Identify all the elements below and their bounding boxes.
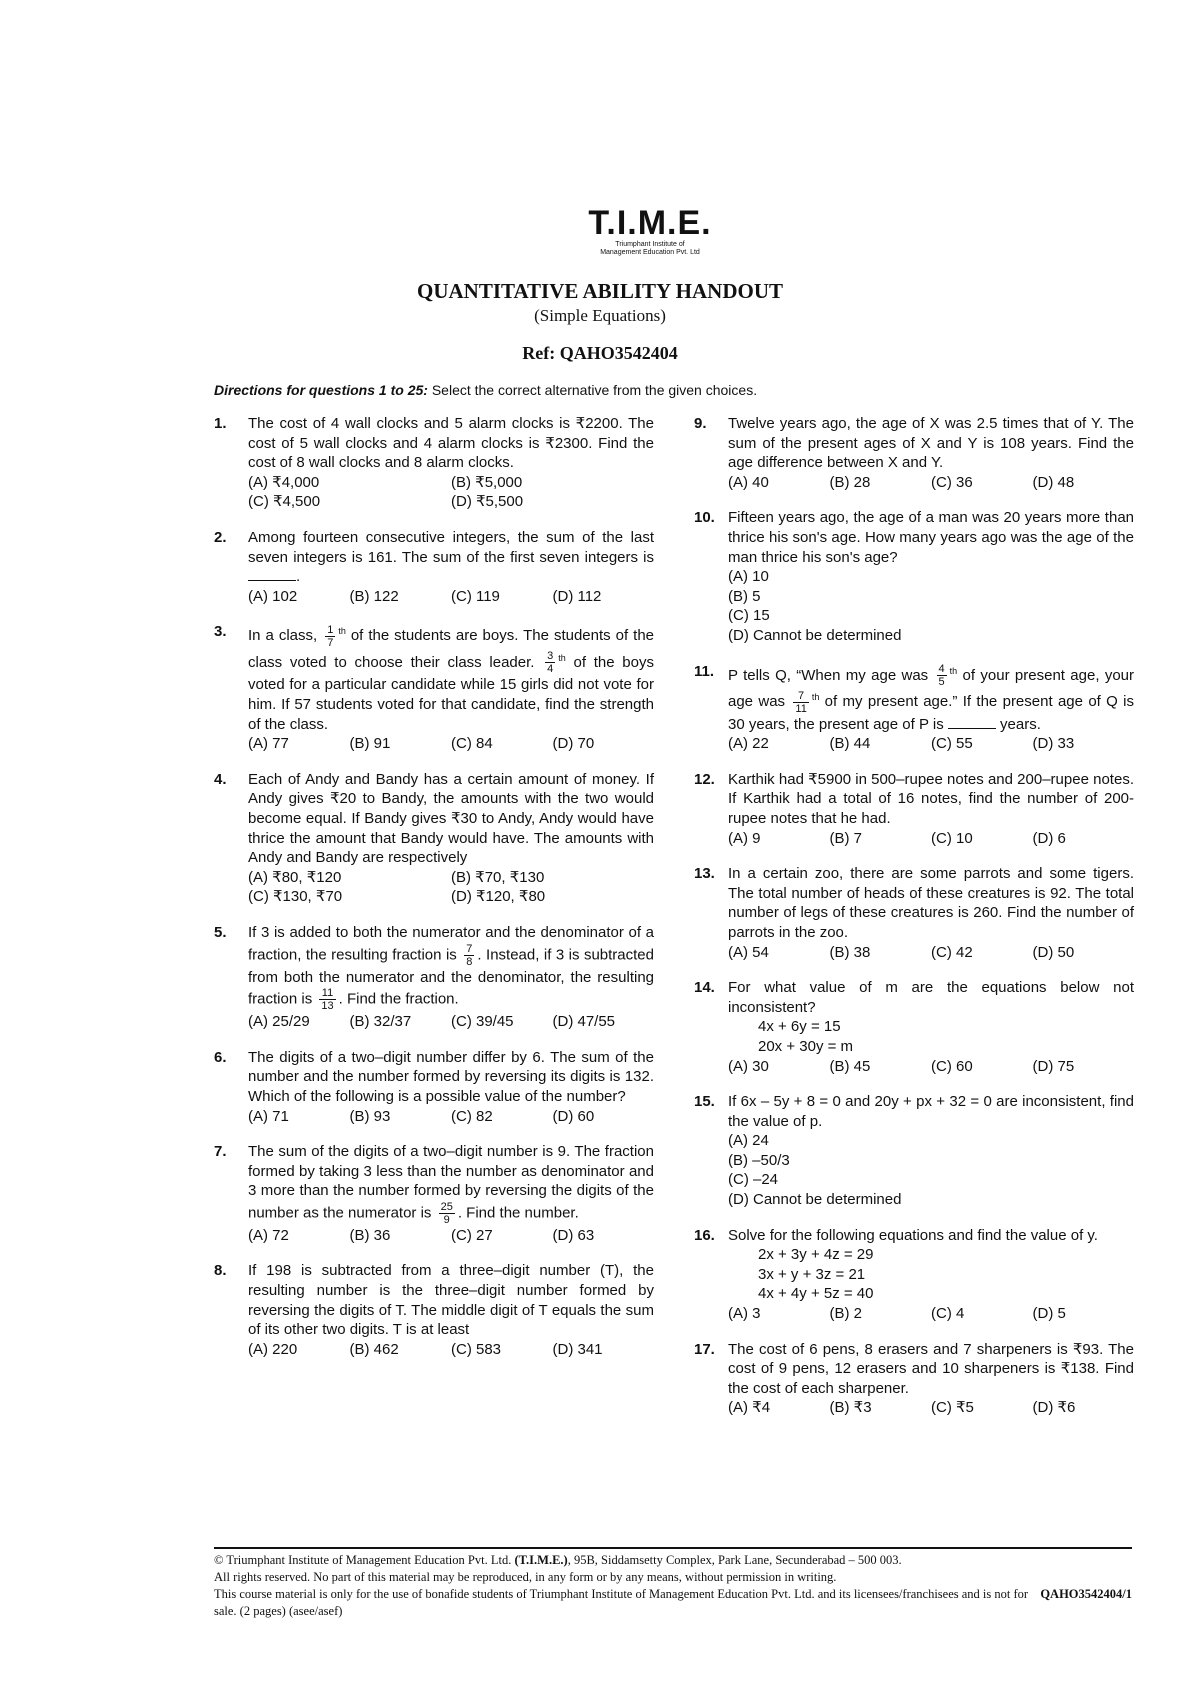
equation-2: 3x + y + 3z = 21 <box>758 1265 866 1283</box>
option-a: (A) 72 <box>248 1226 289 1244</box>
option-d: (D) 341 <box>552 1340 603 1358</box>
fraction <box>319 987 335 1012</box>
fraction-denominator: 8 <box>466 955 473 968</box>
option-b: (B) ₹3 <box>829 1399 872 1417</box>
question-text <box>248 622 654 734</box>
question-text: Fifteen years ago, the age of a man was 20 years more than thrice his son's age. How many years ago was the age of the man thrice his son's age? <box>728 509 1134 566</box>
question-text-part-a: If 3 is added to both the numerator and the denominator of a fraction, the resulting fraction is <box>248 923 654 963</box>
question-6 <box>214 1048 654 1126</box>
fraction <box>937 663 947 688</box>
option-a: (A) 71 <box>248 1107 289 1125</box>
time-logo <box>560 205 740 257</box>
question-number: 15. <box>694 1093 715 1111</box>
question-8 <box>214 1261 654 1359</box>
question-text: If 6x – 5y + 8 = 0 and 20y + px + 32 = 0 are inconsistent, find the value of p. <box>728 1093 1134 1130</box>
ordinal-superscript: th <box>811 692 820 703</box>
options <box>248 587 654 607</box>
question-text-part-a: P tells Q, “When my age was <box>728 666 929 684</box>
fraction <box>545 650 555 675</box>
page-subtitle: (Simple Equations) <box>534 306 666 325</box>
option-d: (D) Cannot be determined <box>728 626 902 644</box>
option-a: (A) 10 <box>728 568 769 586</box>
option-c: (C) 583 <box>451 1340 502 1358</box>
option-a: (A) 220 <box>248 1340 298 1358</box>
option-d: (D) ₹120, ₹80 <box>451 888 546 906</box>
directions-text: Select the correct alternative from the given choices. <box>431 382 758 398</box>
fraction-numerator: 4 <box>938 663 945 676</box>
page-title: QUANTITATIVE ABILITY HANDOUT <box>416 279 783 303</box>
fraction-numerator: 7 <box>466 942 473 955</box>
question-text <box>728 662 1134 735</box>
options <box>248 868 654 907</box>
question-17 <box>694 1340 1134 1418</box>
question-text: The cost of 4 wall clocks and 5 alarm clocks is ₹2200. The cost of 5 wall clocks and 4 alarm clocks is ₹2300. Find the cost of 8 wall clocks and 8 alarm clocks. <box>248 415 654 472</box>
option-b: (B) 38 <box>829 943 871 961</box>
option-c: (C) 60 <box>931 1057 973 1075</box>
question-number: 13. <box>694 865 715 883</box>
option-c: (C) 27 <box>451 1226 493 1244</box>
equation-2: 20x + 30y = m <box>758 1037 854 1055</box>
fraction <box>793 690 808 715</box>
option-d: (D) 70 <box>552 735 595 753</box>
option-b: (B) 45 <box>829 1057 871 1075</box>
question-13 <box>694 864 1134 962</box>
option-b: (B) –50/3 <box>728 1151 790 1169</box>
option-b: (B) 2 <box>829 1305 863 1323</box>
options <box>728 1131 1134 1209</box>
option-a: (A) 24 <box>728 1132 769 1150</box>
options <box>728 1057 1134 1077</box>
option-b: (B) 32/37 <box>349 1013 412 1031</box>
options <box>728 943 1134 963</box>
option-c: (C) 82 <box>451 1107 493 1125</box>
question-text-part-c: Find the fraction. <box>346 990 459 1008</box>
ordinal-superscript: th <box>558 652 566 663</box>
question-text: Karthik had ₹5900 in 500–rupee notes and 200–rupee notes. If Karthik had a total of 16 notes, find the number of 200-rupee notes that he had. <box>728 770 1134 827</box>
option-c: (C) –24 <box>728 1171 779 1189</box>
logo-text: T.I.M.E. <box>588 204 712 242</box>
option-a: (A) ₹4,000 <box>248 473 320 491</box>
options <box>728 473 1134 493</box>
question-15 <box>694 1092 1134 1210</box>
option-b: (B) 44 <box>829 735 871 753</box>
option-c: (C) 84 <box>451 735 493 753</box>
fraction-denominator: 7 <box>327 636 334 649</box>
question-text-part-b: of your present age, your age was <box>728 666 1135 711</box>
option-c: (C) 10 <box>931 829 973 847</box>
question-number: 14. <box>694 979 715 997</box>
options <box>728 734 1134 754</box>
options <box>248 1226 654 1246</box>
option-c: (C) ₹5 <box>931 1399 974 1417</box>
option-a: (A) 54 <box>728 943 769 961</box>
option-b: (B) 122 <box>349 587 399 605</box>
question-text-part-a: In a class, <box>248 627 318 645</box>
option-d: (D) 5 <box>1032 1305 1066 1323</box>
footer-rights: All rights reserved. No part of this material may be reproduced, in any form or by any means, without permission in writing. <box>214 1570 837 1584</box>
question-text: Among fourteen consecutive integers, the sum of the last seven integers is 161. The sum of the first seven integers is . <box>248 528 654 586</box>
option-a: (A) 30 <box>728 1057 769 1075</box>
question-text: Twelve years ago, the age of X was 2.5 times that of Y. The sum of the present ages of X and Y is 108 years. Find the age difference between X and Y. <box>728 415 1134 472</box>
option-d: (D) ₹5,500 <box>451 493 524 511</box>
option-d: (D) ₹6 <box>1032 1399 1076 1417</box>
option-d: (D) 112 <box>552 587 602 605</box>
fraction <box>464 943 474 968</box>
footer-usage-text: This course material is only for the use of bonafide students of Triumphant Institute of Management Education Pvt. Ltd. and its licensees/franchisees and is not for sale. (2 pages) (asee/asef) <box>214 1587 1029 1618</box>
option-b: (B) 93 <box>349 1107 391 1125</box>
option-c: (C) 119 <box>451 587 500 605</box>
fraction <box>439 1201 455 1226</box>
question-text-part-c: of the boys voted for a particular candidate while 15 girls did not vote for him. If 57 students voted for that candidate, find the strength of the class. <box>248 653 654 733</box>
question-number: 7. <box>214 1143 227 1161</box>
option-b: (B) ₹5,000 <box>451 473 523 491</box>
footer-copyright-c: , 95B, Siddamsetty Complex, Park Lane, Secunderabad – 500 003. <box>567 1553 902 1567</box>
option-d: (D) 50 <box>1032 943 1075 961</box>
option-d: (D) 75 <box>1032 1057 1075 1075</box>
footer-copyright-b: (T.I.M.E.) <box>514 1553 568 1567</box>
question-14 <box>694 978 1134 1076</box>
question-number: 6. <box>214 1048 227 1066</box>
question-text-part-b: of the students are boys. The students of the class voted to choose their class leader. <box>248 627 655 671</box>
question-text-part-b: Instead, if 3 is subtracted from both the numerator and the denominator, the resulting fraction is <box>248 946 654 1008</box>
option-c: (C) 55 <box>931 735 973 753</box>
options <box>248 1012 654 1032</box>
option-d: (D) 63 <box>552 1226 595 1244</box>
question-16 <box>694 1226 1134 1324</box>
option-d: (D) 33 <box>1032 735 1075 753</box>
question-text: For what value of m are the equations below not inconsistent? <box>728 979 1134 1016</box>
fraction-numerator: 7 <box>793 690 808 703</box>
option-a: (A) 25/29 <box>248 1013 310 1031</box>
question-number: 4. <box>214 770 227 788</box>
question-2 <box>214 528 654 606</box>
fraction-denominator: 11 <box>795 702 807 715</box>
question-4 <box>214 770 654 907</box>
option-c: (C) 42 <box>931 943 973 961</box>
fraction <box>325 624 335 649</box>
question-number: 9. <box>694 415 707 432</box>
question-text: If 198 is subtracted from a three–digit number (T), the resulting number is the three–digit number formed by reversing the digits of T. The middle digit of T equals the sum of its other two digits. T is at least <box>248 1262 654 1339</box>
question-text-main: Among fourteen consecutive integers, the sum of the last seven integers is 161. The sum of the first seven integers is <box>248 528 654 566</box>
question-text: The digits of a two–digit number differ by 6. The sum of the number and the number formed by reversing its digits is 132. Which of the following is a possible value of the number? <box>248 1048 654 1105</box>
question-number: 8. <box>214 1262 227 1280</box>
option-c: (C) ₹4,500 <box>248 493 321 511</box>
footer-code: QAHO3542404/1 <box>1040 1587 1132 1601</box>
left-column <box>214 414 654 1375</box>
option-a: (A) 102 <box>248 587 298 605</box>
ordinal-superscript: th <box>949 665 958 676</box>
question-text: Each of Andy and Bandy has a certain amount of money. If Andy gives ₹20 to Bandy, the amounts with the two would become equal. If Bandy gives ₹30 to Andy, Andy would have thrice the amount that Bandy would have. The amounts with Andy and Bandy are respectively <box>248 770 654 867</box>
question-9 <box>694 414 1134 492</box>
question-text-part-b: . Find the number. <box>457 1204 579 1222</box>
fraction-denominator: 13 <box>321 1000 334 1013</box>
question-text-part-a: The sum of the digits of a two–digit number is 9. The fraction formed by taking 3 less than the number as denominator and 3 more than the number formed by reversing the digits of the number as the numerator is <box>248 1143 654 1222</box>
option-d: (D) 47/55 <box>552 1013 616 1031</box>
option-a: (A) ₹80, ₹120 <box>248 868 342 886</box>
fraction-numerator: 3 <box>547 650 554 663</box>
equation-1: 2x + 3y + 4z = 29 <box>758 1246 874 1264</box>
option-b: (B) 36 <box>349 1226 391 1244</box>
question-number: 5. <box>214 923 227 941</box>
options <box>248 1107 654 1127</box>
right-column <box>694 414 1134 1434</box>
option-b: (B) 462 <box>349 1340 399 1358</box>
question-12 <box>694 770 1134 848</box>
option-b: (B) 91 <box>349 735 391 753</box>
question-1 <box>214 414 654 512</box>
options <box>248 1340 654 1360</box>
footer-copyright-a: © Triumphant Institute of Management Education Pvt. Ltd. <box>214 1553 512 1567</box>
question-10 <box>694 508 1134 645</box>
directions-label: Directions for questions 1 to 25: <box>214 382 428 398</box>
question-3 <box>214 622 654 753</box>
answer-blank <box>248 580 296 581</box>
question-text: Solve for the following equations and find the value of y. <box>728 1226 1098 1244</box>
equation-3: 4x + 4y + 5z = 40 <box>758 1285 874 1303</box>
options <box>248 473 654 512</box>
question-number: 12. <box>694 770 715 788</box>
question-number: 11. <box>694 662 715 680</box>
option-a: (A) 77 <box>248 735 289 753</box>
question-text-part-d: years. <box>1000 715 1041 733</box>
option-d: (D) 48 <box>1032 473 1075 491</box>
option-c: (C) 39/45 <box>451 1013 514 1031</box>
question-number: 3. <box>214 623 227 641</box>
question-text: The cost of 6 pens, 8 erasers and 7 sharpeners is ₹93. The cost of 9 pens, 12 erasers and 10 sharpeners is ₹138. Find the cost of each sharpener. <box>728 1340 1134 1397</box>
fraction-denominator: 4 <box>547 663 554 676</box>
fraction-numerator: 11 <box>319 987 335 1000</box>
logo-subtext-2: Management Education Pvt. Ltd <box>600 249 700 256</box>
options <box>728 1304 1134 1324</box>
question-text: In a certain zoo, there are some parrots and some tigers. The total number of heads of these creatures is 92. The total number of legs of these creatures is 260. Find the number of parrots in the zoo. <box>728 865 1134 941</box>
option-a: (A) ₹4 <box>728 1399 771 1417</box>
question-text <box>248 1142 654 1226</box>
option-a: (A) 9 <box>728 829 761 847</box>
question-11 <box>694 662 1134 754</box>
directions <box>214 382 757 398</box>
question-number: 1. <box>214 415 227 432</box>
equation-1: 4x + 6y = 15 <box>758 1018 841 1036</box>
question-number: 2. <box>214 528 227 546</box>
question-number: 17. <box>694 1340 715 1358</box>
option-d: (D) 6 <box>1032 829 1066 847</box>
option-c: (C) ₹130, ₹70 <box>248 888 343 906</box>
option-d: (D) 60 <box>552 1107 595 1125</box>
option-c: (C) 4 <box>931 1305 965 1323</box>
option-a: (A) 40 <box>728 473 769 491</box>
option-b: (B) ₹70, ₹130 <box>451 868 545 886</box>
reference-code: Ref: QAHO3542404 <box>522 343 678 363</box>
question-7 <box>214 1142 654 1245</box>
option-b: (B) 7 <box>829 829 863 847</box>
question-text-part-c: of my present age.” If the present age of Q is 30 years, the present age of P is <box>728 693 1135 733</box>
logo-subtext-1: Triumphant Institute of <box>615 241 685 248</box>
option-d: (D) Cannot be determined <box>728 1191 902 1209</box>
option-a: (A) 3 <box>728 1305 761 1323</box>
option-c: (C) 15 <box>728 607 770 625</box>
option-b: (B) 28 <box>829 473 871 491</box>
footer-copyright <box>214 1552 1132 1569</box>
footer-usage <box>214 1586 1132 1620</box>
option-a: (A) 22 <box>728 735 769 753</box>
question-5 <box>214 923 654 1032</box>
option-c: (C) 36 <box>931 473 973 491</box>
question-text: If 3 is added to both the numerator and the denominator of a fraction, the resulting fraction is $\frac{7}{8}$ . Instead, if 3 is subtracted from both the numerator and the denominator, the resulting fraction is $\frac{11}{13}$ . Find the fraction. <box>248 923 654 1013</box>
answer-blank <box>948 728 996 729</box>
fraction-denominator: 9 <box>443 1213 450 1226</box>
ordinal-superscript: th <box>338 626 346 637</box>
option-b: (B) 5 <box>728 587 761 605</box>
fraction-numerator: 25 <box>440 1200 453 1213</box>
options <box>248 734 654 754</box>
options <box>728 567 1134 645</box>
fraction-denominator: 5 <box>938 676 945 689</box>
options <box>728 829 1134 849</box>
question-number: 10. <box>694 509 715 527</box>
options <box>728 1398 1134 1418</box>
page-footer <box>214 1547 1132 1620</box>
fraction-numerator: 1 <box>327 623 334 636</box>
question-number: 16. <box>694 1226 715 1244</box>
